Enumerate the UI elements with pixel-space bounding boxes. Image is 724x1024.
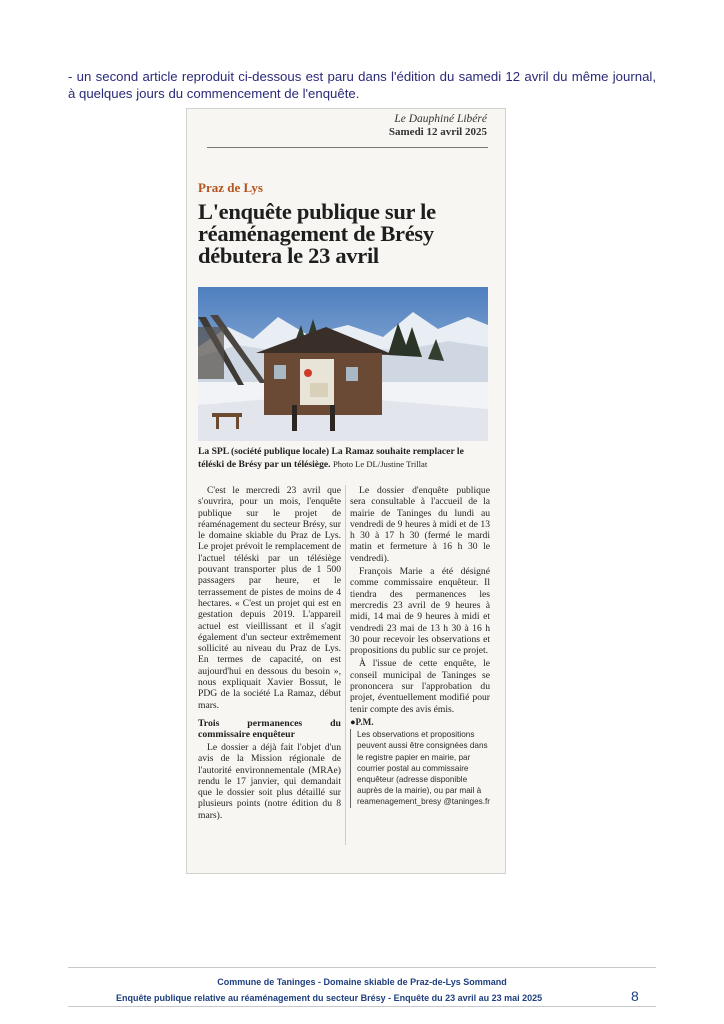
info-note: Les observations et propositions peuvent aussi être consignées dans le registre papier en mairie, par courrier postal au commissaire enquêteur (adresse disponible auprès de la mairie), ou par mail à reamenagement_bresy @taninges.fr bbox=[350, 729, 490, 807]
footer-rule-bottom bbox=[68, 1006, 656, 1007]
page-number: 8 bbox=[631, 988, 639, 1004]
article-paragraph: C'est le mercredi 23 avril que s'ouvrira, pour un mois, l'enquête publique sur le projet de réaménagement du secteur Brésy, sur le domaine skiable du Praz de Lys. Le projet prévoit le remplacement de l'actuel téléski par un télésiège pouvant transporter plus de 1 500 passagers par heure, et le terrassement de pistes de moins de 4 hectares. « C'est un projet qui est en gestation depuis 2019. L'appareil actuel est vieillissant et il s'agit également d'un secteur extrêmement sollicité au niveau du Praz de Lys. En termes de capacité, on est aujourd'hui en dessous du besoin », nous expliquait Xavier Bossut, le PDG de la société La Ramaz, début mars. bbox=[198, 485, 341, 711]
article-subhead: Trois permanences du commissaire enquêteur bbox=[198, 717, 341, 741]
caption-text: La SPL (société publique locale) La Ramaz souhaite remplacer le téléski de Brésy par un télésiège. bbox=[198, 446, 464, 470]
photo-caption bbox=[198, 446, 490, 471]
article-paragraph: François Marie a été désigné comme commissaire enquêteur. Il tiendra des permanences les mercredis 23 avril de 9 heures à midi, 14 mai de 9 heures à midi et vendredi 23 mai de 13 h 30 à 16 h 30 pour recevoir les observations et propositions du public sur ce projet. bbox=[350, 566, 490, 657]
footer-rule-top bbox=[68, 967, 656, 968]
column-divider bbox=[345, 485, 346, 845]
masthead-rule bbox=[207, 147, 488, 148]
article-kicker: Praz de Lys bbox=[198, 180, 263, 195]
article-column-left bbox=[198, 485, 341, 823]
newspaper-clipping bbox=[186, 108, 506, 874]
article-headline: L'enquête publique sur le réaménagement de Brésy débutera le 23 avril bbox=[198, 199, 436, 268]
photo-credit: Photo Le DL/Justine Trillat bbox=[332, 459, 428, 469]
publication-date: Samedi 12 avril 2025 bbox=[388, 126, 487, 138]
author-signature: ●P.M. bbox=[350, 716, 374, 727]
masthead bbox=[389, 113, 487, 138]
article-photo bbox=[198, 287, 488, 441]
newspaper-name: Le Dauphiné Libéré bbox=[394, 113, 487, 125]
article-paragraph: À l'issue de cette enquête, le conseil municipal de Taninges se prononcera sur l'approbation du projet, éventuellement modifié pour tenir compte des avis émis. bbox=[350, 658, 490, 715]
intro-paragraph: - un second article reproduit ci-dessous est paru dans l'édition du samedi 12 avril du même journal, à quelques jours du commencement de l'enquête. bbox=[68, 69, 656, 101]
footer-title: Commune de Taninges - Domaine skiable de Praz-de-Lys Sommand bbox=[217, 977, 507, 987]
footer-subtitle: Enquête publique relative au réaménagement du secteur Brésy - Enquête du 23 avril au 23 mai 2025 bbox=[116, 993, 543, 1003]
article-paragraph: Le dossier a déjà fait l'objet d'un avis de la Mission régionale de l'autorité environnementale (MRAe) rendu le 17 janvier, qui demandait que le dossier soit plus détaillé sur plusieurs points (notre édition du 8 mars). bbox=[198, 741, 341, 821]
article-paragraph: Le dossier d'enquête publique sera consultable à l'accueil de la mairie de Taninges du lundi au vendredi de 9 heures à midi et de 13 h 30 à 17 h 30 (fermé le mardi matin et fermeture à 16 h 30 le vendredi). bbox=[350, 485, 490, 564]
article-column-right bbox=[350, 485, 490, 808]
